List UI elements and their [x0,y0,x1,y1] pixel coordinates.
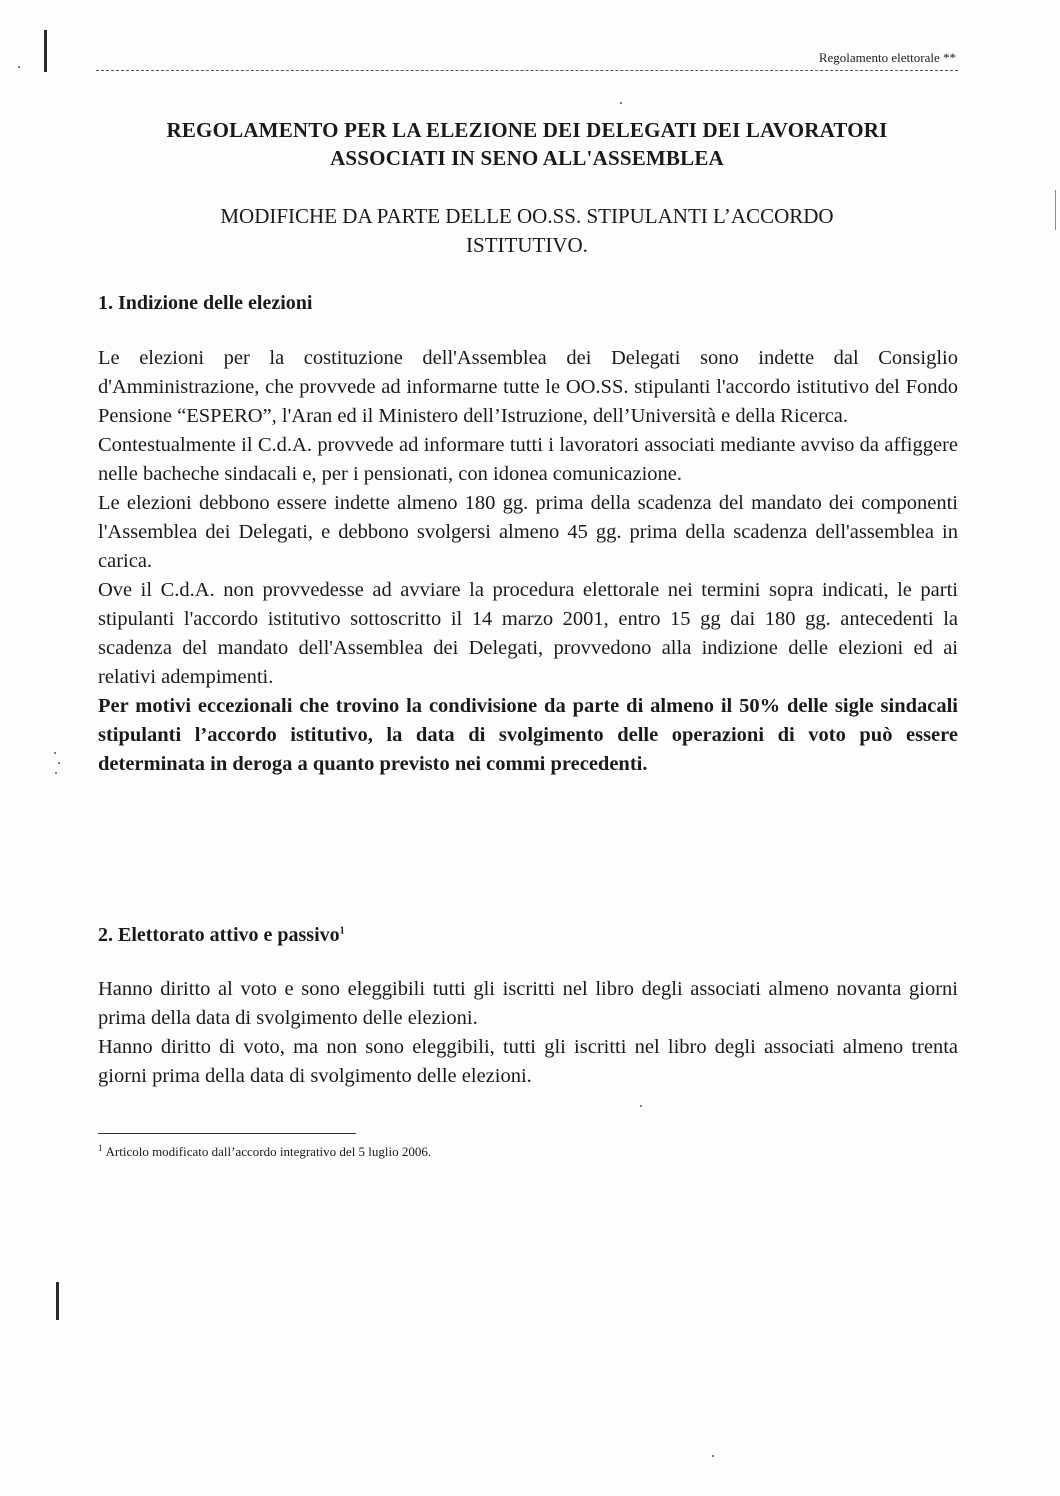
scan-speck [712,1455,714,1457]
document-title-line: REGOLAMENTO PER LA ELEZIONE DEI DELEGATI DEI LAVORATORI [166,118,888,142]
scan-speck [620,102,622,104]
paragraph: Hanno diritto di voto, ma non sono eleggibili, tutti gli iscritti nel libro degli associati almeno trenta giorni prima della data di svolgimento delle elezioni. [98,1036,958,1087]
section-heading-text: 2. Elettorato attivo e passivo [98,924,340,946]
footnote-rule [98,1133,356,1134]
section-body-indizione [98,344,958,779]
scan-mark [1055,190,1056,230]
scan-speck [58,762,60,764]
running-header: Regolamento elettorale ** [818,50,956,65]
scan-speck [54,752,56,754]
footnote [98,1143,431,1161]
paragraph: Hanno diritto al voto e sono eleggibili tutti gli iscritti nel libro degli associati almeno novanta giorni prima della data di svolgimento delle elezioni. [98,978,958,1029]
document-title-line: ASSOCIATI IN SENO ALL'ASSEMBLEA [330,146,724,170]
paragraph: Ove il C.d.A. non provvedesse ad avviare la procedura elettorale nei termini sopra indicati, le parti stipulanti l'accordo istitutivo sottoscritto il 14 marzo 2001, entro 15 gg dai 180 gg. antecedenti la scadenza del mandato dell'Assemblea dei Delegati, provvedono alla indizione delle elezioni ed ai relativi adempimenti. [98,579,958,688]
header-rule [96,70,958,71]
document-subtitle-line: ISTITUTIVO. [466,233,588,257]
scan-speck [18,66,20,68]
paragraph: Contestualmente il C.d.A. provvede ad informare tutti i lavoratori associati mediante avviso da affiggere nelle bacheche sindacali e, per i pensionati, con idonea comunicazione. [98,434,958,485]
document-subtitle-line: MODIFICHE DA PARTE DELLE OO.SS. STIPULANTI L’ACCORDO [220,204,834,228]
section-heading-elettorato [98,922,345,948]
paragraph: Le elezioni debbono essere indette almeno 180 gg. prima della scadenza del mandato dei componenti l'Assemblea dei Delegati, e debbono svolgersi almeno 45 gg. prima della scadenza dell'assemblea in carica. [98,492,958,572]
paragraph: Le elezioni per la costituzione dell'Assemblea dei Delegati sono indette dal Consiglio d'Amministrazione, che provvede ad informarne tutte le OO.SS. stipulanti l'accordo istitutivo del Fondo Pensione “ESPERO”, l'Aran ed il Ministero dell’Istruzione, dell’Università e della Ricerca. [98,347,958,427]
scan-speck [640,1105,642,1107]
section-heading-indizione: 1. Indizione delle elezioni [98,292,313,314]
document-title [96,116,958,172]
section-body-elettorato [98,975,958,1091]
scan-mark [44,30,47,72]
footnote-reference[interactable]: 1 [339,925,345,937]
bold-paragraph: Per motivi eccezionali che trovino la condivisione da parte di almeno il 50% delle sigle sindacali stipulanti l’accordo istitutivo, la data di svolgimento delle operazioni di voto può essere determinata in deroga a quanto previsto nei commi precedenti. [98,695,958,775]
scan-mark [56,1282,59,1320]
footnote-marker: 1 [98,1142,103,1153]
scan-speck [55,772,57,774]
document-subtitle [96,202,958,260]
footnote-text: Articolo modificato dall’accordo integrativo del 5 luglio 2006. [105,1144,432,1159]
